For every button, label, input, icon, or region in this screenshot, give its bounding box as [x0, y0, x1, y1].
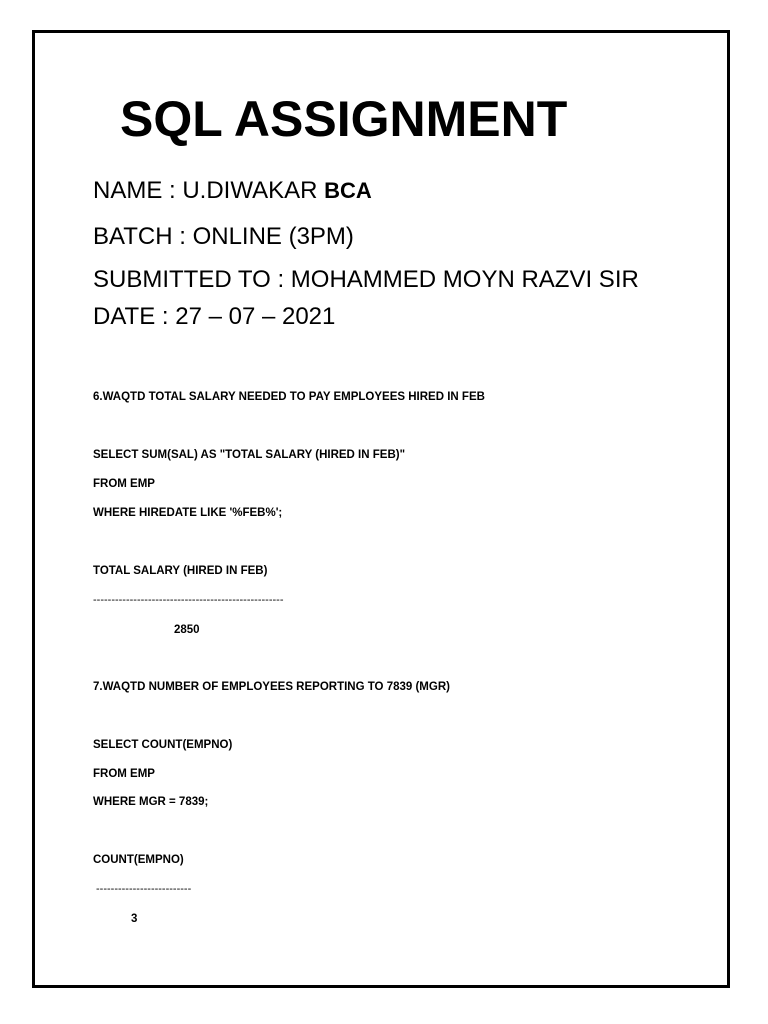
q7-query-line-3: WHERE MGR = 7839; [93, 796, 209, 808]
submitted-to-line: SUBMITTED TO : MOHAMMED MOYN RAZVI SIR [93, 266, 639, 293]
name-line [93, 179, 372, 203]
q6-result-value: 2850 [174, 624, 200, 636]
batch-line: BATCH : ONLINE (3PM) [93, 223, 354, 250]
q7-result-value: 3 [131, 913, 138, 925]
q7-query-line-1: SELECT COUNT(EMPNO) [93, 739, 233, 751]
document-title: SQL ASSIGNMENT [120, 91, 568, 147]
q7-question: 7.WAQTD NUMBER OF EMPLOYEES REPORTING TO 7839 (MGR) [93, 681, 450, 693]
q6-question: 6.WAQTD TOTAL SALARY NEEDED TO PAY EMPLOYEES HIRED IN FEB [93, 391, 485, 403]
q6-result-separator: ---------------------------------------------------- [93, 594, 284, 606]
q6-result-header: TOTAL SALARY (HIRED IN FEB) [93, 565, 268, 577]
date-line: DATE : 27 – 07 – 2021 [93, 303, 336, 330]
q6-query-line-3: WHERE HIREDATE LIKE '%FEB%'; [93, 507, 283, 519]
q6-query-line-1: SELECT SUM(SAL) AS "TOTAL SALARY (HIRED IN FEB)" [93, 449, 406, 461]
q7-result-header: COUNT(EMPNO) [93, 854, 184, 866]
name-suffix: BCA [324, 178, 372, 203]
q7-query-line-2: FROM EMP [93, 768, 155, 780]
q7-result-separator: -------------------------- [96, 883, 192, 895]
name-label: NAME : U.DIWAKAR [93, 177, 318, 204]
q6-query-line-2: FROM EMP [93, 478, 155, 490]
